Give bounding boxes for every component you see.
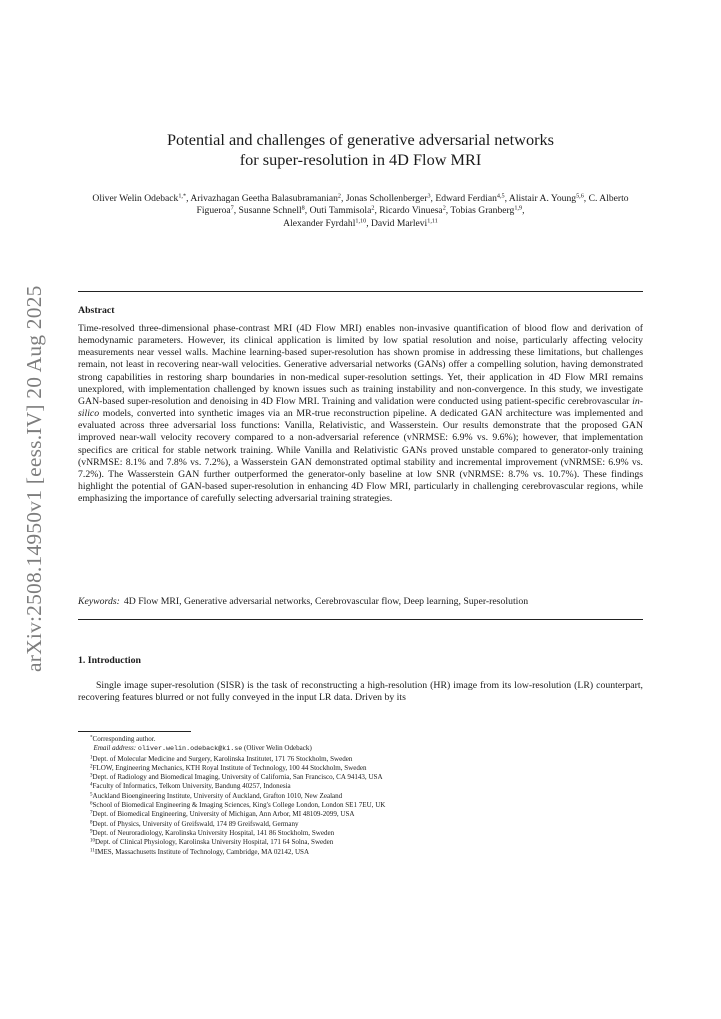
affiliation-mark: 3 [427, 192, 431, 200]
email-link[interactable]: oliver.welin.odeback@ki.se [137, 745, 243, 754]
footnote-divider [78, 731, 191, 732]
affiliation-mark: 1,10 [355, 217, 367, 225]
keywords-text: 4D Flow MRI, Generative adversarial networks, Cerebrovascular flow, Deep learning, Super-resolution [123, 596, 529, 607]
title-line-1: Potential and challenges of generative adversarial networks [167, 130, 554, 149]
footnote-affiliation: $^3$Dept. of Radiology and Biomedical Imaging, University of California, San Francisco, CA 94143, USA [90, 773, 383, 782]
author: Jonas Schollenberger$^3$, [345, 192, 436, 204]
author: Susanne Schnell$^8$, [238, 204, 310, 217]
footnote-affiliation: $^{10}$Dept. of Clinical Physiology, Karolinska University Hospital, 171 64 Solna, Sweden [90, 838, 334, 847]
footnote-corresponding: *Corresponding author. [90, 735, 156, 743]
affiliation-mark: 2 [337, 192, 342, 200]
author: Ricardo Vinuesa$^2$, [379, 204, 451, 217]
affiliation-mark: 8 [301, 204, 305, 212]
abstract-heading: Abstract [78, 305, 115, 316]
author: Edward Ferdian$^{4,5}$, [435, 192, 509, 204]
author: Arivazhagan Geetha Balasubramanian$^2$, [190, 192, 346, 204]
paper-title [80, 130, 641, 170]
affiliation-mark: 1,11 [427, 217, 438, 225]
arxiv-identifier: arXiv:2508.14950v1 [eess.IV] 20 Aug 2025 [22, 285, 46, 672]
footnote-affiliation: $^4$Faculty of Informatics, Telkom University, Bandung 40257, Indonesia [90, 782, 291, 791]
affiliation-mark: 2 [371, 204, 375, 212]
affiliation-mark: 7 [230, 204, 234, 212]
abstract-text: Time-resolved three-dimensional phase-contrast MRI (4D Flow MRI) enables non-invasive quantification of blood flow and derivation of hemodynamic parameters. However, its clinical application is limited by low spatial resolution and noise, particularly affecting velocity measurements near vessel walls. Machine learning-based super-resolution has shown promise in addressing these limitations, but challenges remain, not least in recovering near-wall velocities. Generative adversarial networks (GANs) offer a compelling solution, having demonstrated strong capabilities in restoring sharp boundaries in non-medical super-resolution settings. Yet, their application in 4D Flow MRI remains unexplored, with implementation challenged by known issues such as training instability and non-convergence. In this study, we investigate GAN-based super-resolution and denoising in 4D Flow MRI. Training and validation were conducted using patient-specific cerebrovascular in-silico models, converted into synthetic images via an MR-true reconstruction pipeline. A dedicated GAN architecture was implemented and evaluated across three adversarial loss functions: Vanilla, Relativistic, and Wasserstein. Our results demonstrate that the proposed GAN improved near-wall velocity recovery compared to a non-adversarial reference (vNRMSE: 6.9% vs. 9.6%); however, that implementation specifics are critical for stable network training. While Vanilla and Relativistic GANs proved unstable compared to generator-only training (vNRMSE: 8.1% and 7.8% vs. 7.2%), a Wasserstein GAN demonstrated optimal stability and incremental improvement (vNRMSE: 6.9% vs. 7.2%). The Wasserstein GAN further outperformed the generator-only baseline at low SNR (vNRMSE: 8.7% vs. 10.7%). These findings highlight the potential of GAN-based super-resolution in enhancing 4D Flow MRI, particularly in challenging cerebrovascular regions, while emphasizing the importance of carefully selecting adversarial training strategies. [78, 323, 643, 505]
affiliation-mark: 5,6 [576, 192, 584, 200]
introduction-text: Single image super-resolution (SISR) is the task of reconstructing a high-resolution (HR) image from its low-resolution (LR) counterpart, recovering features blurred or not fully conveyed in the input LR data. Driven by its [78, 680, 643, 704]
abstract-bottom-divider [78, 619, 643, 620]
keywords-label: Keywords: [78, 596, 120, 607]
footnote-affiliation: $^{11}$IMES, Massachusetts Institute of Technology, Cambridge, MA 02142, USA [90, 847, 310, 856]
footnote-affiliation: $^6$School of Biomedical Engineering & Imaging Sciences, King's College London, London SE1 7EU, UK [90, 801, 386, 810]
author: Outi Tammisola$^2$, [309, 204, 380, 217]
footnote-email: Email address: oliver.welin.odeback@ki.se (Oliver Welin Odeback) [93, 744, 312, 754]
affiliation-mark: 4,5 [496, 192, 505, 200]
footnote-affiliation: $^1$Dept. of Molecular Medicine and Surgery, Karolinska Institutet, 171 76 Stockholm, Sweden [90, 754, 353, 763]
author-list [78, 193, 643, 230]
affiliation-mark: 1,* [178, 192, 187, 200]
abstract-italic-term: in-silico [78, 395, 643, 420]
footnote-affiliation: $^7$Dept. of Biomedical Engineering, University of Michigan, Ann Arbor, MI 48109-2099, USA [90, 810, 355, 819]
author: David Marlevi$^{1,11}$ [371, 217, 438, 229]
author: C. Alberto Figueroa$^7$, [196, 193, 629, 217]
author: Alistair A. Young$^{5,6}$, [508, 192, 589, 204]
keywords [78, 596, 643, 608]
abstract-top-divider [78, 291, 643, 292]
footnote-affiliation: $^8$Dept. of Physics, University of Greifswald, 174 89 Greifswald, Germany [90, 819, 299, 828]
footnote-affiliation: $^2$FLOW, Engineering Mechanics, KTH Royal Institute of Technology, 100 44 Stockholm, Sweden [90, 763, 367, 772]
author: Tobias Granberg$^{1,9}$, [450, 204, 525, 217]
title-line-2: for super-resolution in 4D Flow MRI [239, 150, 482, 169]
footnote-affiliation: $^9$Dept. of Neuroradiology, Karolinska University Hospital, 141 86 Stockholm, Sweden [90, 828, 335, 837]
affiliation-mark: 2 [442, 204, 446, 212]
footnotes [78, 735, 643, 857]
author: Alexander Fyrdahl$^{1,10}$, [283, 217, 371, 229]
affiliation-mark: 1,9 [514, 204, 523, 212]
footnote-affiliation: $^5$Auckland Bioengineering Institute, University of Auckland, Grafton 1010, New Zealand [90, 791, 343, 800]
introduction-heading: 1. Introduction [78, 655, 141, 666]
author: Oliver Welin Odeback$^{1,*}$, [92, 192, 191, 204]
